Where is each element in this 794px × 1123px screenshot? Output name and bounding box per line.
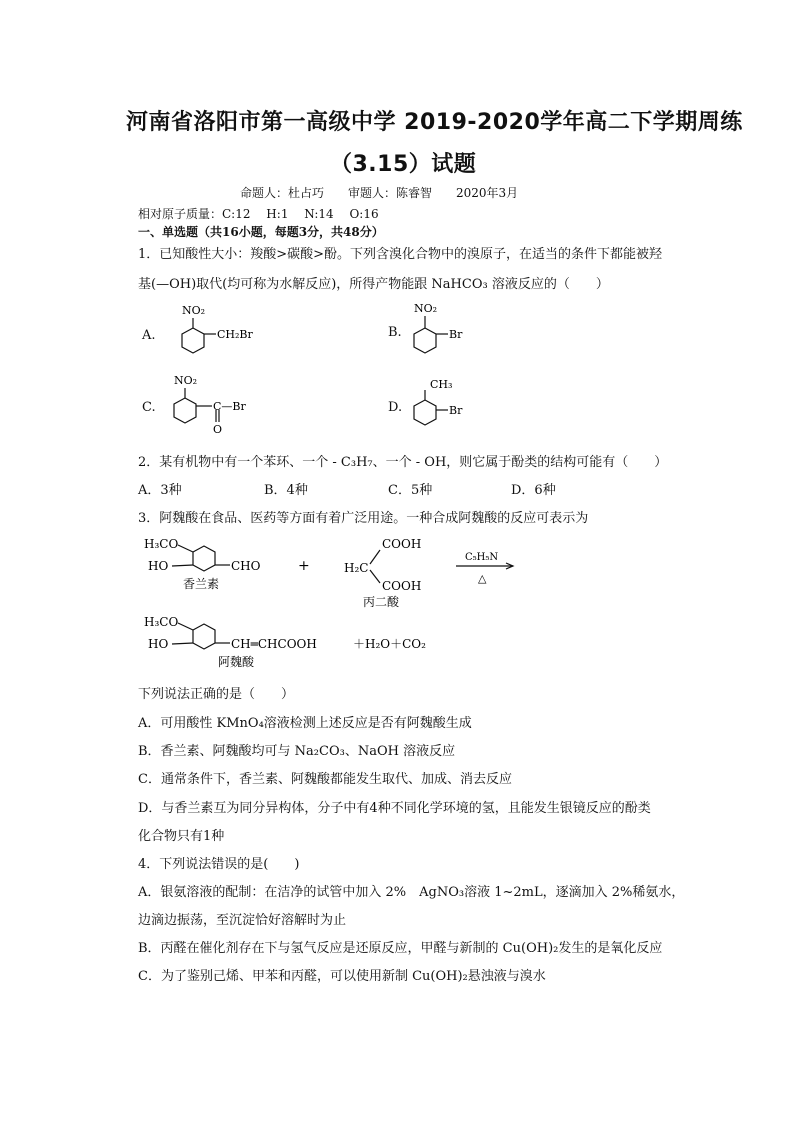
no2-label: NO₂ xyxy=(414,302,438,315)
ferulic-acid-name: 阿魏酸 xyxy=(218,655,255,668)
q2-option-a: A．3种 xyxy=(138,483,182,498)
q1-option-b-structure xyxy=(400,298,500,368)
question-3-stem: 3．阿魏酸在食品、医药等方面有着广泛用途。一种合成阿魏酸的反应可表示为 xyxy=(138,511,589,526)
br-label: Br xyxy=(449,328,463,341)
plus-sign: + xyxy=(298,558,310,574)
author-line: 命题人：杜占巧 审题人：陈睿智 2020年3月 xyxy=(240,186,519,200)
q2-option-d: D．6种 xyxy=(511,483,556,498)
q2-option-c: C．5种 xyxy=(388,483,433,498)
q3-option-b: B．香兰素、阿魏酸均可与 Na₂CO₃、NaOH 溶液反应 xyxy=(138,744,456,759)
q2-option-b: B．4种 xyxy=(264,483,308,498)
q1-option-d-structure xyxy=(400,372,500,436)
no2-label: NO₂ xyxy=(174,374,198,387)
cooh-label-top: COOH xyxy=(382,537,422,551)
q1-option-d-label: D. xyxy=(388,400,403,415)
ferulic-chain-label: CH═CHCOOH xyxy=(231,637,317,651)
question-2-stem: 2．某有机物中有一个苯环、一个 - C₃H₇、一个 - OH，则它属于酚类的结构可能有（ ） xyxy=(138,455,668,470)
c-br-label: C—Br xyxy=(213,400,246,413)
atomic-masses: 相对原子质量：C:12 H:1 N:14 O:16 xyxy=(138,207,379,221)
ch2br-label: CH₂Br xyxy=(217,328,253,341)
q3-reaction-scheme xyxy=(138,528,538,668)
question-4-stem: 4．下列说法错误的是( ) xyxy=(138,857,300,872)
q4-option-a-line-2: 边滴边振荡，至沉淀恰好溶解时为止 xyxy=(138,913,347,928)
ho-label: HO xyxy=(148,637,169,651)
q3-option-a: A．可用酸性 KMnO₄溶液检测上述反应是否有阿魏酸生成 xyxy=(138,716,472,731)
cho-label: CHO xyxy=(231,559,261,573)
q4-option-a-line-1: A．银氨溶液的配制：在洁净的试管中加入 2% AgNO₃溶液 1~2mL，逐滴加入 2%稀氨水， xyxy=(138,885,685,900)
ch3-label: CH₃ xyxy=(430,378,453,391)
q4-option-b: B．丙醛在催化剂存在下与氢气反应是还原反应，甲醛与新制的 Cu(OH)₂发生的是氧化反应 xyxy=(138,941,663,956)
h2c-label: H₂C xyxy=(344,561,369,575)
heat-symbol: △ xyxy=(478,572,487,585)
title-line-1: 河南省洛阳市第一高级中学 2019-2020学年高二下学期周练 xyxy=(126,110,743,135)
section-heading: 一、单选题（共16小题，每题3分，共48分） xyxy=(138,225,384,239)
vanillin-name: 香兰素 xyxy=(183,577,220,591)
question-1-line-2: 基(—OH)取代(均可称为水解反应)，所得产物能跟 NaHCO₃ 溶液反应的（ ） xyxy=(138,277,609,292)
malonic-acid-name: 丙二酸 xyxy=(363,595,400,609)
title-line-2: （3.15）试题 xyxy=(330,152,477,177)
h3co-label: H₃CO xyxy=(144,615,179,629)
q3-option-c: C．通常条件下，香兰素、阿魏酸都能发生取代、加成、消去反应 xyxy=(138,772,512,787)
ho-label: HO xyxy=(148,559,169,573)
q1-option-b-label: B. xyxy=(388,325,402,340)
q1-option-a-structure xyxy=(160,300,280,370)
q3-option-d-line-1: D．与香兰素互为同分异构体，分子中有4种不同化学环境的氢，且能发生银镜反应的酚类 xyxy=(138,801,651,816)
q1-option-a-label: A. xyxy=(142,328,156,343)
no2-label: NO₂ xyxy=(182,304,206,317)
br-label: Br xyxy=(449,404,463,417)
question-3-prompt: 下列说法正确的是（ ） xyxy=(138,687,295,702)
q4-option-c: C．为了鉴别己烯、甲苯和丙醛，可以使用新制 Cu(OH)₂悬浊液与溴水 xyxy=(138,969,546,984)
o-label: O xyxy=(213,423,223,436)
h3co-label: H₃CO xyxy=(144,537,179,551)
q3-option-d-line-2: 化合物只有1种 xyxy=(138,829,225,844)
cooh-label-bottom: COOH xyxy=(382,579,422,593)
byproducts-label: ＋H₂O＋CO₂ xyxy=(353,637,426,651)
q1-option-c-label: C. xyxy=(142,400,156,415)
q1-option-c-structure xyxy=(160,372,280,436)
question-1-line-1: 1．已知酸性大小：羧酸>碳酸>酚。下列含溴化合物中的溴原子，在适当的条件下都能被羟 xyxy=(138,247,663,262)
catalyst-label: C₅H₅N xyxy=(465,552,499,563)
